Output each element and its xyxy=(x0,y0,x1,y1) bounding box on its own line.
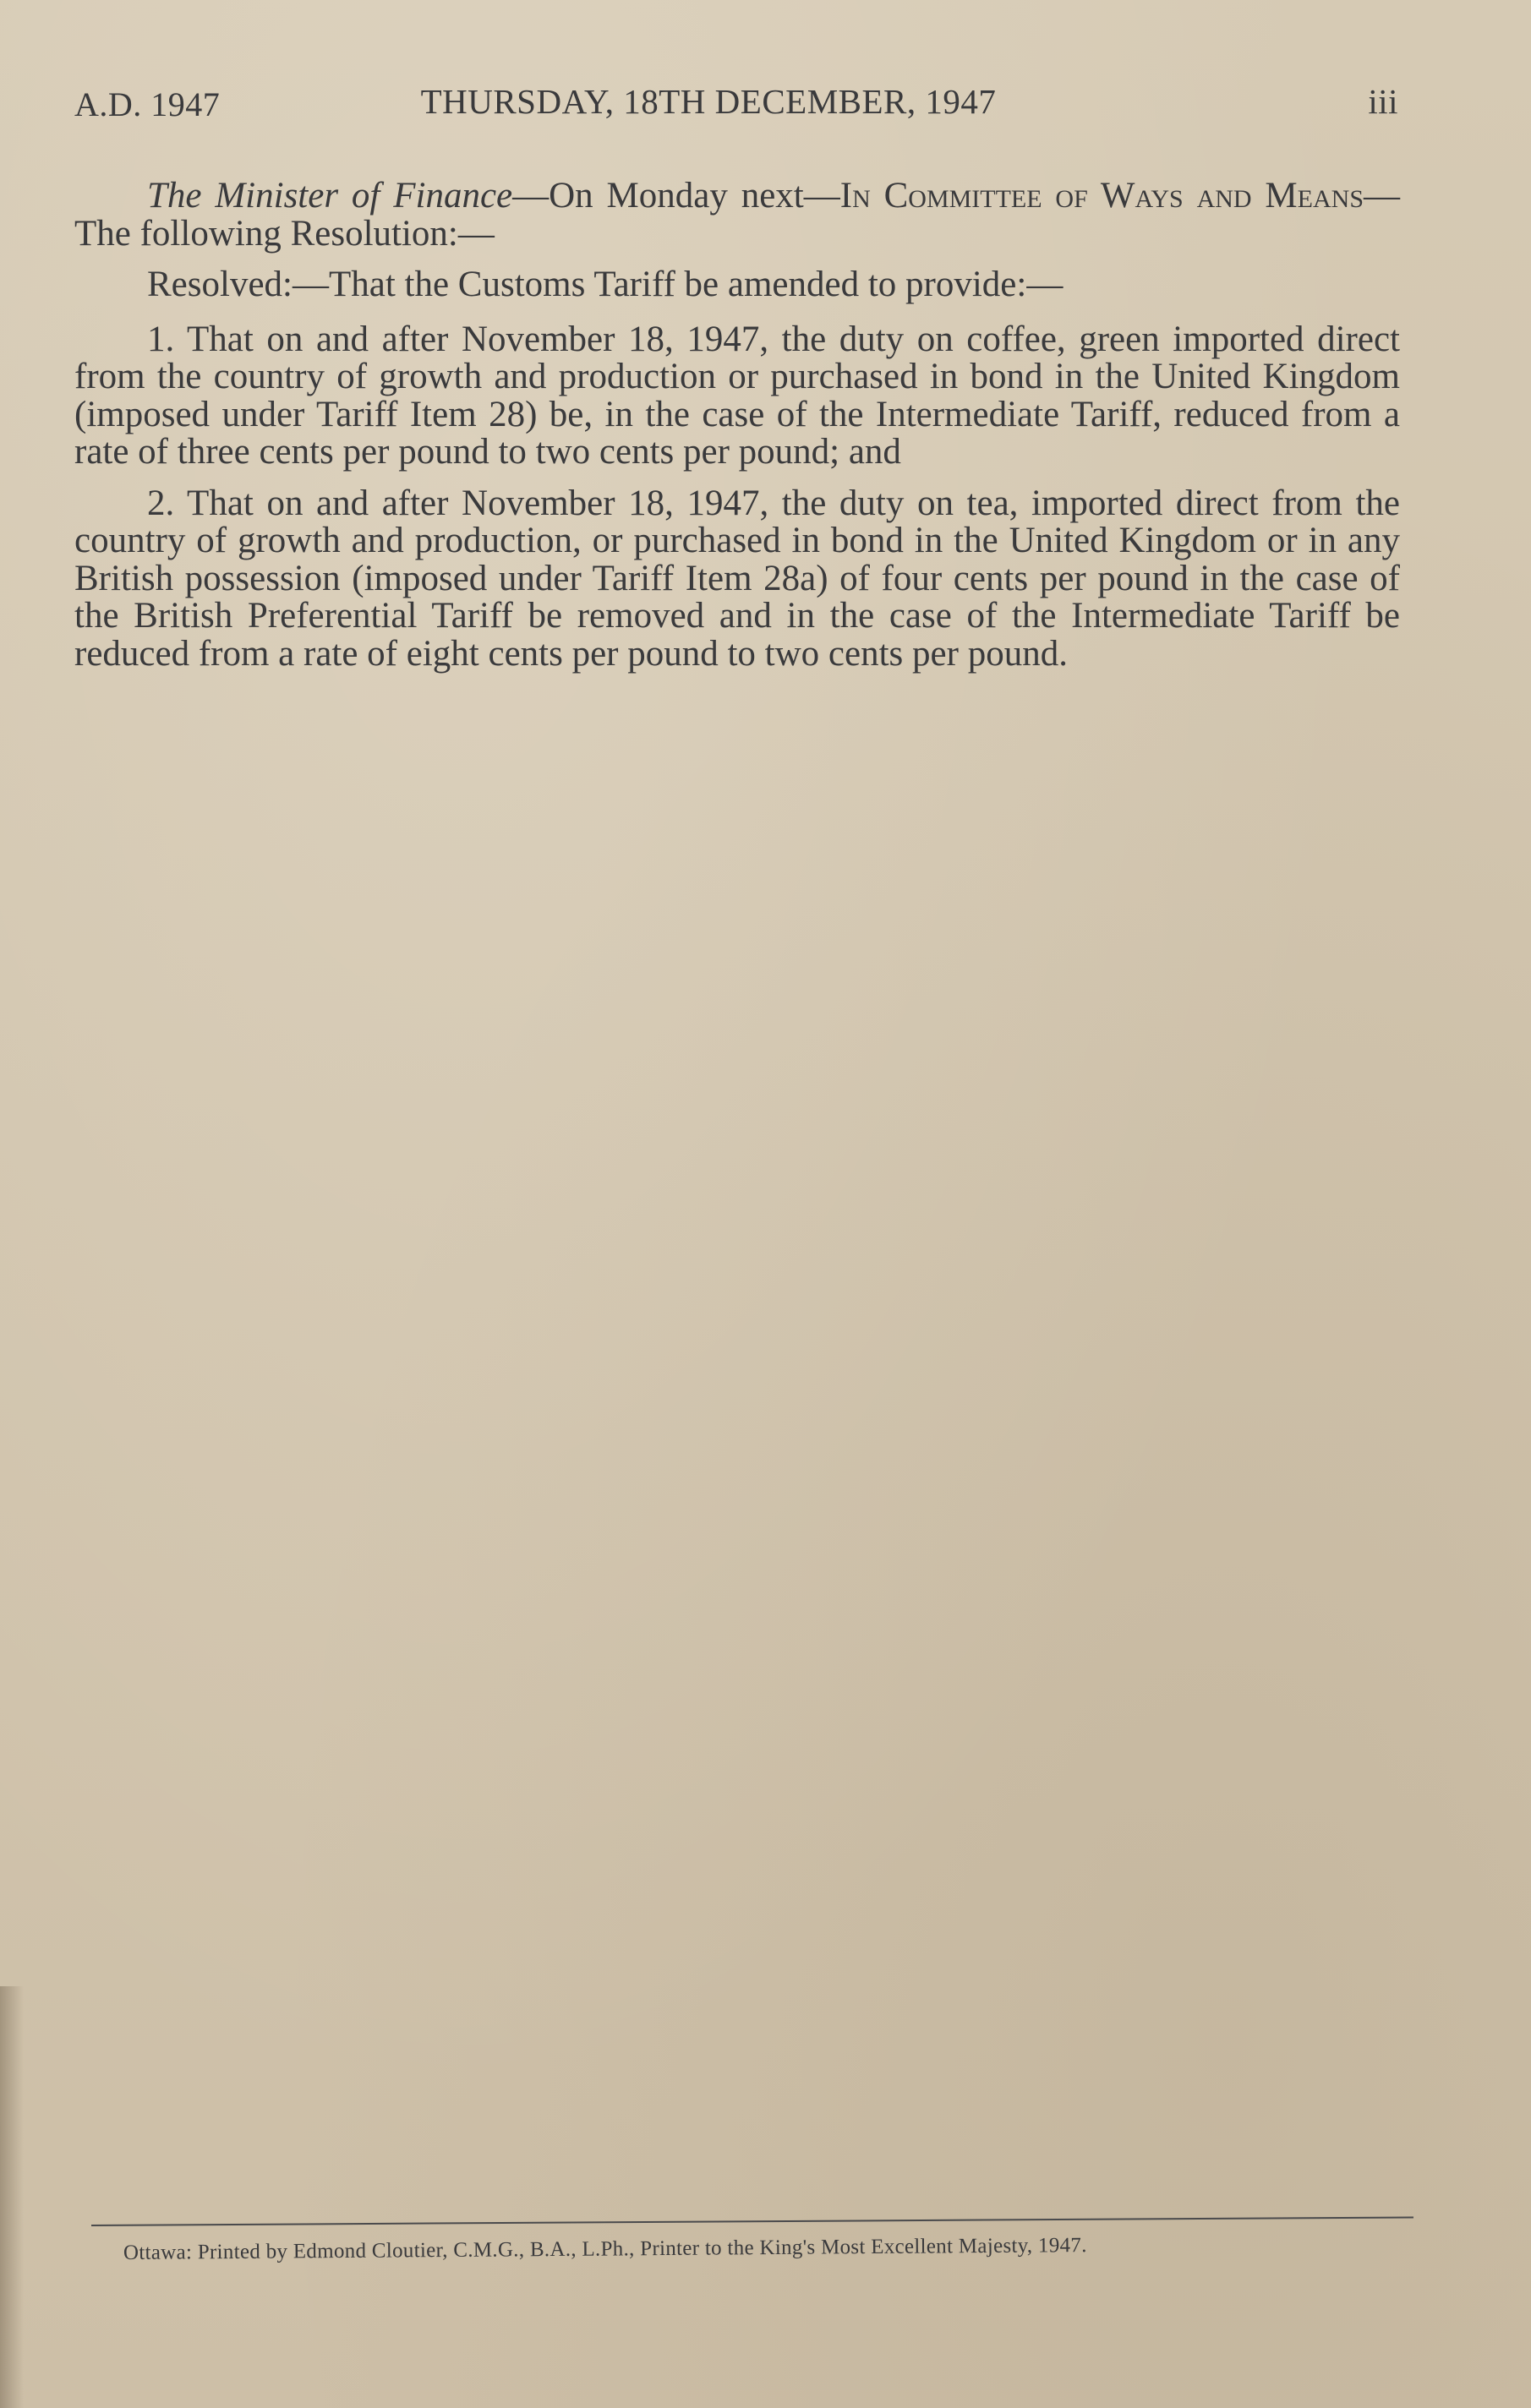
printer-imprint: Ottawa: Printed by Edmond Cloutier, C.M.G., B.A., L.Ph., Printer to the King's Most Excellent Majesty, 1947. xyxy=(123,2234,1087,2264)
header-date: THURSDAY, 18TH DECEMBER, 1947 xyxy=(420,82,997,121)
notice-lead: —On Monday next— xyxy=(512,176,840,216)
committee-name: In Committee of Ways and Means xyxy=(839,176,1364,216)
page-header xyxy=(74,82,1398,135)
document-body xyxy=(74,177,1400,686)
notice-following: —The following Resolution:— xyxy=(74,176,1400,254)
clause-2: 2. That on and after November 18, 1947, the duty on tea, imported direct from the country of growth and production, or purchased in bond in the United Kingdom or in any British possession (imposed under Tariff Item 28a) of four cents per pound in the case of the British Preferential Tariff be removed and in the case of the Intermediate Tariff be reduced from a rate of eight cents per pound to two cents per pound. xyxy=(74,483,1400,674)
notice-paragraph xyxy=(74,177,1400,253)
clause-1: 1. That on and after November 18, 1947, the duty on coffee, green imported direct from the country of growth and production or purchased in bond in the United Kingdom (imposed under Tariff Item 28) be, in the case of the Intermediate Tariff, reduced from a rate of three cents per pound to two cents per pound; and xyxy=(74,319,1400,472)
footer-divider xyxy=(91,2216,1413,2226)
page-number: iii xyxy=(1368,82,1398,121)
header-year: A.D. 1947 xyxy=(74,85,221,123)
resolved-paragraph: Resolved:—That the Customs Tariff be amended to provide:— xyxy=(147,265,1063,304)
minister-title: The Minister of Finance xyxy=(147,176,513,216)
page-edge-shadow xyxy=(0,1986,24,2408)
